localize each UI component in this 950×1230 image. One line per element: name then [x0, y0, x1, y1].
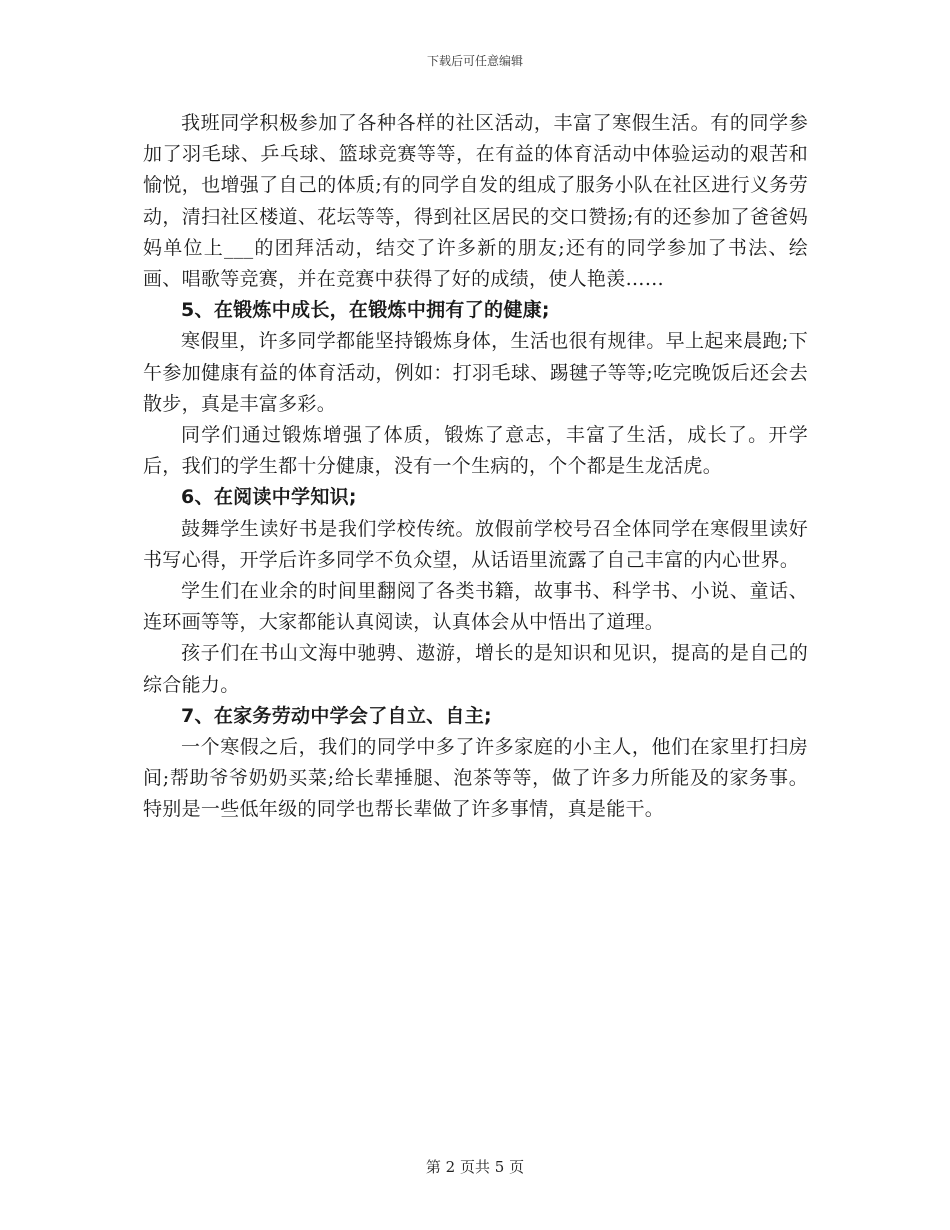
- paragraph-housework: 一个寒假之后，我们的同学中多了许多家庭的小主人，他们在家里打扫房间;帮助爷爷奶奶买菜;给长辈捶腿、泡茶等等，做了许多力所能及的家务事。特别是一些低年级的同学也帮长辈做了许多事情，真是能干。: [143, 736, 808, 821]
- paragraph-exercise-results: 同学们通过锻炼增强了体质，锻炼了意志，丰富了生活，成长了。开学后，我们的学生都十分健康，没有一个生病的，个个都是生龙活虎。: [143, 424, 808, 478]
- document-body: [143, 108, 808, 826]
- paragraph-reading-growth: 孩子们在书山文海中驰骋、遨游，增长的是知识和见识，提高的是自己的综合能力。: [143, 642, 808, 696]
- page-header: 下载后可任意编辑: [426, 54, 523, 68]
- paragraph-reading-books: 学生们在业余的时间里翻阅了各类书籍，故事书、科学书、小说、童话、连环画等等，大家都能认真阅读，认真体会从中悟出了道理。: [143, 580, 808, 634]
- paragraph-exercise-routine: 寒假里，许多同学都能坚持锻炼身体，生活也很有规律。早上起来晨跑;下午参加健康有益的体育活动，例如：打羽毛球、踢毽子等等;吃完晚饭后还会去散步，真是丰富多彩。: [143, 330, 808, 415]
- section-heading-reading: 6、在阅读中学知识;: [181, 486, 357, 509]
- paragraph-reading-tradition: 鼓舞学生读好书是我们学校传统。放假前学校号召全体同学在寒假里读好书写心得，开学后许多同学不负众望，从话语里流露了自己丰富的内心世界。: [143, 517, 808, 571]
- section-heading-exercise: 5、在锻炼中成长，在锻炼中拥有了的健康;: [181, 299, 550, 322]
- section-heading-housework: 7、在家务劳动中学会了自立、自主;: [181, 704, 492, 727]
- paragraph-community-activities: 我班同学积极参加了各种各样的社区活动，丰富了寒假生活。有的同学参加了羽毛球、乒乓球、篮球竞赛等等，在有益的体育活动中体验运动的艰苦和愉悦，也增强了自己的体质;有的同学自发的组成了服务小队在社区进行义务劳动，清扫社区楼道、花坛等等，得到社区居民的交口赞扬;有的还参加了爸爸妈妈单位上___的团拜活动，结交了许多新的朋友;还有的同学参加了书法、绘画、唱歌等竞赛，并在竞赛中获得了好的成绩，使人艳羡……: [143, 112, 808, 291]
- page-number: 第 2 页共 5 页: [425, 1158, 525, 1176]
